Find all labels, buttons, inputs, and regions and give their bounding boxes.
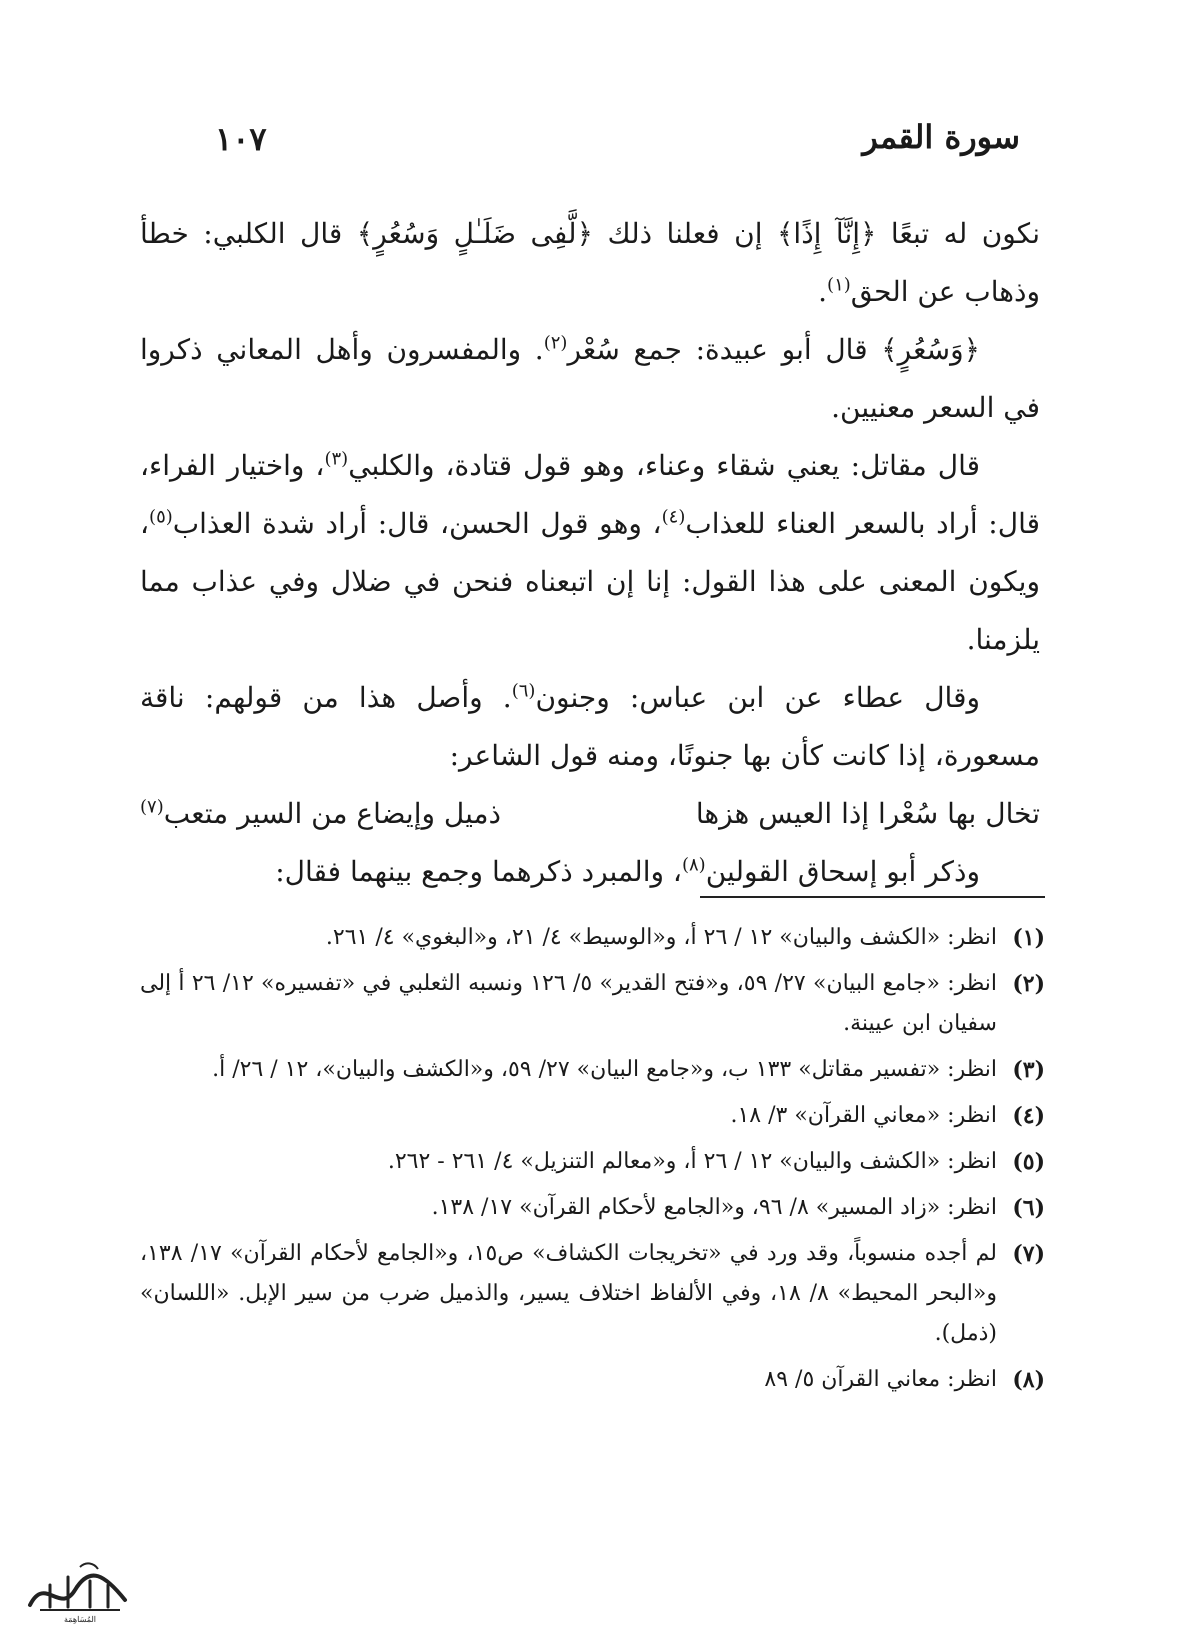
paragraph-5 (140, 843, 1040, 901)
footnote-item (140, 1188, 1045, 1228)
verse-second-hemistich (140, 785, 501, 843)
footnote-item (140, 918, 1045, 958)
main-text (140, 205, 1040, 901)
footnote-number: (٧) (1012, 1241, 1045, 1267)
footnote-ref[interactable]: (٤) (661, 506, 686, 528)
surah-title: سورة القمر (862, 118, 1020, 156)
text-run: وقال عطاء عن ابن عباس: وجنون (535, 681, 980, 714)
text-run: ذميل وإيضاع من السير متعب (163, 797, 502, 830)
footnote-number: (٥) (1012, 1149, 1045, 1175)
footnote-ref[interactable]: (٦) (511, 680, 536, 702)
text-run: ، واختيار الفراء، قال: أراد بالسعر العناء للعذاب (140, 449, 1040, 540)
footnote-number: (٦) (1012, 1195, 1045, 1221)
footnote-text: انظر: «الكشف والبيان» ١٢ / ٢٦ أ، و«معالم التنزيل» ٤/ ٢٦١ - ٢٦٢. (387, 1149, 997, 1174)
paragraph-3 (140, 437, 1040, 669)
page-number: ١٠٧ (215, 120, 267, 158)
footnote-number: (٨) (1012, 1367, 1045, 1393)
footnote-ref[interactable]: (٣) (324, 448, 349, 470)
footnote-ref[interactable]: (٥) (149, 506, 173, 528)
footnote-number: (١) (1012, 925, 1045, 951)
footnotes (140, 918, 1045, 1406)
text-run: ، ويكون المعنى على هذا القول: إنا إن اتبعناه فنحن في ضلال وفي عذاب مما يلزمنا. (140, 507, 1040, 656)
poetry-verse (140, 785, 1040, 843)
footnote-text: انظر: «معاني القرآن» ٣/ ١٨. (730, 1103, 997, 1128)
footnote-separator (700, 896, 1045, 898)
paragraph-2 (140, 321, 1040, 437)
paragraph-4 (140, 669, 1040, 785)
footnote-number: (٣) (1012, 1057, 1045, 1083)
text-run: وذكر أبو إسحاق القولين (705, 855, 980, 888)
footnote-item (140, 1050, 1045, 1090)
footnote-item (140, 1360, 1045, 1400)
footnote-item (140, 1234, 1045, 1354)
footnote-ref[interactable]: (٢) (543, 332, 568, 354)
footnote-item (140, 964, 1045, 1044)
footnote-text: انظر: «زاد المسير» ٨/ ٩٦، و«الجامع لأحكام القرآن» ١٧/ ١٣٨. (431, 1195, 997, 1220)
footnote-item (140, 1142, 1045, 1182)
text-run: ﴿وَسُعُرٍ﴾ قال أبو عبيدة: جمع سُعْر (567, 333, 981, 366)
paragraph-1 (140, 205, 1040, 321)
footnote-text: لم أجده منسوباً، وقد ورد في «تخريجات الكشاف» ص١٥، و«الجامع لأحكام القرآن» ١٧/ ١٣٨، و«البحر المحيط» ٨/ ١٨، وفي الألفاظ اختلاف يسير، والذميل ضرب من سير الإبل. «اللسان» (ذمل). (140, 1241, 998, 1346)
footnote-item (140, 1096, 1045, 1136)
text-run: . (818, 275, 828, 308)
logo-caption: المُسَاهِمَة (64, 1615, 96, 1624)
text-run: قال مقاتل: يعني شقاء وعناء، وهو قول قتادة، والكلبي (348, 449, 980, 482)
footnote-ref[interactable]: (٧) (140, 796, 164, 818)
footnote-number: (٢) (1012, 971, 1045, 997)
footnote-text: انظر: «جامع البيان» ٢٧/ ٥٩، و«فتح القدير» ٥/ ١٢٦ ونسبه الثعلبي في «تفسيره» ١٢/ ٢٦ أ إلى سفيان ابن عيينة. (140, 971, 998, 1036)
footnote-text: انظر: معاني القرآن ٥/ ٨٩ (764, 1367, 997, 1392)
footnote-text: انظر: «تفسير مقاتل» ١٣٣ ب، و«جامع البيان» ٢٧/ ٥٩، و«الكشف والبيان»، ١٢ / ٢٦/ أ. (212, 1057, 997, 1082)
verse-first-hemistich: تخال بها سُعْرا إذا العيس هزها (695, 797, 1040, 830)
calligraphy-logo-icon (20, 1555, 140, 1625)
footnote-ref[interactable]: (٨) (681, 854, 706, 876)
text-run: . وأصل هذا من قولهم: ناقة مسعورة، إذا كانت كأن بها جنونًا، ومنه قول الشاعر: (140, 681, 1040, 772)
footnote-ref[interactable]: (١) (827, 274, 851, 296)
text-run: ، وهو قول الحسن، قال: أراد شدة العذاب (172, 507, 662, 540)
text-run: نكون له تبعًا ﴿إِنَّآ إِذًا﴾ إن فعلنا ذلك ﴿لَّفِى ضَلَـٰلٍ وَسُعُرٍ﴾ قال الكلبي: خطأ وذهاب عن الحق (140, 217, 1040, 308)
footnote-text: انظر: «الكشف والبيان» ١٢ / ٢٦ أ، و«الوسيط» ٤/ ٢١، و«البغوي» ٤/ ٢٦١. (325, 925, 997, 950)
text-run: . والمفسرون وأهل المعاني ذكروا في السعر معنيين. (140, 333, 1040, 424)
text-run: ، والمبرد ذكرهما وجمع بينهما فقال: (275, 855, 682, 888)
footnote-number: (٤) (1012, 1103, 1045, 1129)
